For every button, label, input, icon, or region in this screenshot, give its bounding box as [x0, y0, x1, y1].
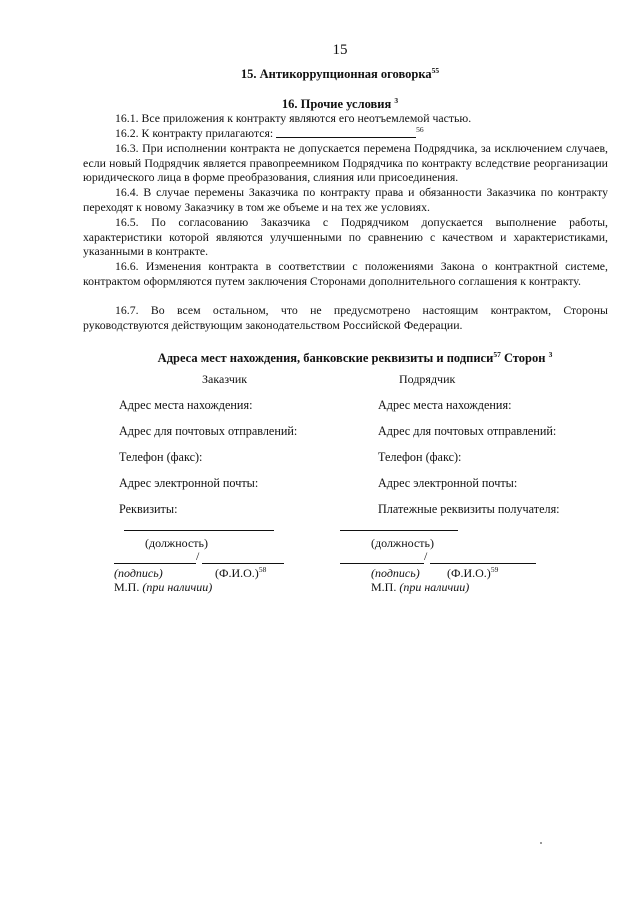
clause-16-3: [83, 141, 608, 185]
contractor-signature-slash: /: [424, 549, 428, 563]
customer-signature-slash: /: [196, 549, 200, 563]
contractor-postal-label: Адрес для почтовых отправлений:: [378, 424, 557, 438]
section-15-heading: [0, 67, 640, 82]
contractor-heading: Подрядчик: [399, 372, 456, 386]
customer-fio-line: [202, 563, 284, 564]
clause-16-1: [83, 111, 608, 126]
section-16-title: 16. Прочие условия: [281, 97, 392, 111]
contractor-fio-caption: [447, 566, 498, 581]
customer-phone-label: Телефон (факс):: [119, 450, 203, 464]
customer-heading: Заказчик: [202, 372, 248, 386]
customer-fio-text: (Ф.И.О.): [215, 566, 259, 580]
customer-stamp: [114, 580, 212, 595]
addresses-title-end: Сторон: [503, 351, 546, 365]
contractor-fio-line: [430, 563, 536, 564]
contractor-stamp-text: М.П.: [371, 580, 397, 594]
clause-16-4-text: 16.4. В случае перемены Заказчика по контракту права и обязанности Заказчика по контракту переходят к новому Заказчику в том же объеме и на тех же условиях.: [83, 185, 608, 214]
section-15-title: 15. Антикоррупционная оговорка: [240, 67, 432, 81]
attachments-blank-line: [276, 127, 416, 138]
contractor-signature-line: [340, 563, 424, 564]
clause-16-6: [83, 259, 608, 288]
customer-location-label: Адрес места нахождения:: [119, 398, 253, 412]
customer-requisites-label: Реквизиты:: [119, 502, 178, 516]
clause-16-1-text: 16.1. Все приложения к контракту являются его неотъемлемой частью.: [115, 111, 472, 125]
customer-fio-caption: [215, 566, 266, 581]
contractor-position-line: [340, 530, 458, 531]
contractor-email-label: Адрес электронной почты:: [378, 476, 518, 490]
customer-signature-caption: (подпись): [114, 566, 163, 580]
customer-postal-label: Адрес для почтовых отправлений:: [119, 424, 298, 438]
clause-16-5-text: 16.5. По согласованию Заказчика с Подрядчиком допускается выполнение работы, характеристики которой являются улучшенными по сравнению с качеством и характеристиками, указанными в контракте.: [83, 215, 608, 259]
clause-16-2: [83, 126, 608, 141]
contractor-phone-label: Телефон (факс):: [378, 450, 462, 464]
page-number: 15: [332, 42, 348, 58]
clause-16-7-text: 16.7. Во всем остальном, что не предусмотрено настоящим контрактом, Стороны руководствуются действующим законодательством Российской Федерации.: [83, 303, 608, 332]
footnote-ref-57: 57: [493, 350, 501, 359]
contractor-position-caption: (должность): [371, 536, 434, 550]
footnote-ref-55: 55: [431, 66, 440, 75]
contractor-location-label: Адрес места нахождения:: [378, 398, 512, 412]
footnote-ref-59: 59: [490, 565, 499, 574]
customer-position-line: [124, 530, 274, 531]
contractor-fio-text: (Ф.И.О.): [447, 566, 491, 580]
clause-16-4: [83, 185, 608, 214]
contractor-stamp-note: (при наличии): [399, 580, 470, 594]
customer-position-caption: (должность): [145, 536, 208, 550]
contractor-signature-caption: (подпись): [371, 566, 420, 580]
clause-16-6-text: 16.6. Изменения контракта в соответствии с положениями Закона о контрактной системе, контрактом оформляются путем заключения Сторонами дополнительного соглашения к контракту.: [83, 259, 608, 288]
clause-16-2-text: 16.2. К контракту прилагаются:: [115, 126, 274, 140]
section-16-heading: [0, 97, 640, 112]
customer-stamp-note: (при наличии): [142, 580, 213, 594]
footnote-ref-3: 3: [394, 96, 399, 105]
addresses-heading: [0, 351, 640, 366]
scan-speck: [540, 842, 542, 844]
footnote-ref-3-b: 3: [548, 350, 553, 359]
footnote-ref-56: 56: [416, 125, 424, 134]
customer-email-label: Адрес электронной почты:: [119, 476, 259, 490]
contractor-stamp: [371, 580, 469, 595]
clause-16-3-text: 16.3. При исполнении контракта не допускается перемена Подрядчика, за исключением случаев, если новый Подрядчик является правопреемником Подрядчика по контракту вследствие реорганизации юридического лица в форме преобразования, слияния или присоединения.: [83, 141, 608, 185]
customer-stamp-text: М.П.: [114, 580, 140, 594]
footnote-ref-58: 58: [258, 565, 267, 574]
clause-16-5: [83, 215, 608, 259]
clause-16-7: [83, 303, 608, 332]
contractor-requisites-label: Платежные реквизиты получателя:: [378, 502, 560, 516]
customer-signature-line: [114, 563, 196, 564]
addresses-title: Адреса мест нахождения, банковские реквизиты и подписи: [157, 351, 494, 365]
